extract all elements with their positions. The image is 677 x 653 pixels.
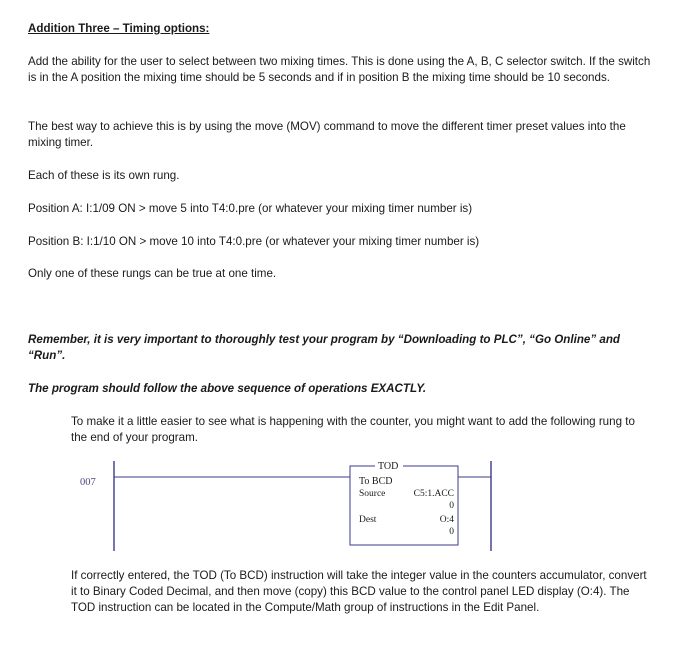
- ladder-rung-diagram: [70, 456, 500, 556]
- paragraph-remember: Remember, it is very important to thoroughly test your program by “Downloading to PLC”, “Go Online” and “Run”.: [28, 333, 620, 362]
- paragraph-sequence: The program should follow the above sequence of operations EXACTLY.: [28, 382, 427, 395]
- source-value: 0: [449, 501, 454, 511]
- paragraph-intro: Add the ability for the user to select between two mixing times. This is done using the A, B, C selector switch. If the switch is in the A position the mixing time should be 5 seconds and if in position B the mixing time should be 10 seconds.: [28, 55, 651, 84]
- section-heading: Addition Three – Timing options:: [28, 22, 210, 35]
- paragraph-position-a: Position A: I:1/09 ON > move 5 into T4:0.pre (or whatever your mixing timer number is): [28, 202, 473, 215]
- paragraph-position-b: Position B: I:1/10 ON > move 10 into T4:0.pre (or whatever your mixing timer number is): [28, 235, 480, 248]
- source-label: Source: [359, 489, 386, 499]
- source-address: C5:1.ACC: [413, 489, 454, 499]
- paragraph-one-true: Only one of these rungs can be true at one time.: [28, 267, 277, 280]
- paragraph-tod-explanation: If correctly entered, the TOD (To BCD) instruction will take the integer value in the counters accumulator, convert it to Binary Coded Decimal, and then move (copy) this BCD value to the control panel LED display (O:4). The TOD instruction can be located in the Compute/Math group of instructions in the Edit Panel.: [71, 569, 647, 614]
- block-subtitle: To BCD: [359, 476, 393, 487]
- dest-label: Dest: [359, 515, 377, 525]
- block-title: TOD: [378, 461, 399, 472]
- paragraph-rungs: Each of these is its own rung.: [28, 169, 180, 182]
- paragraph-mov-command: The best way to achieve this is by using the move (MOV) command to move the different timer preset values into the mixing timer.: [28, 120, 626, 149]
- dest-address: O:4: [439, 515, 454, 525]
- dest-value: 0: [449, 527, 454, 537]
- paragraph-counter-hint: To make it a little easier to see what is happening with the counter, you might want to add the following rung to the end of your program.: [71, 415, 635, 444]
- rung-number: 007: [80, 477, 96, 488]
